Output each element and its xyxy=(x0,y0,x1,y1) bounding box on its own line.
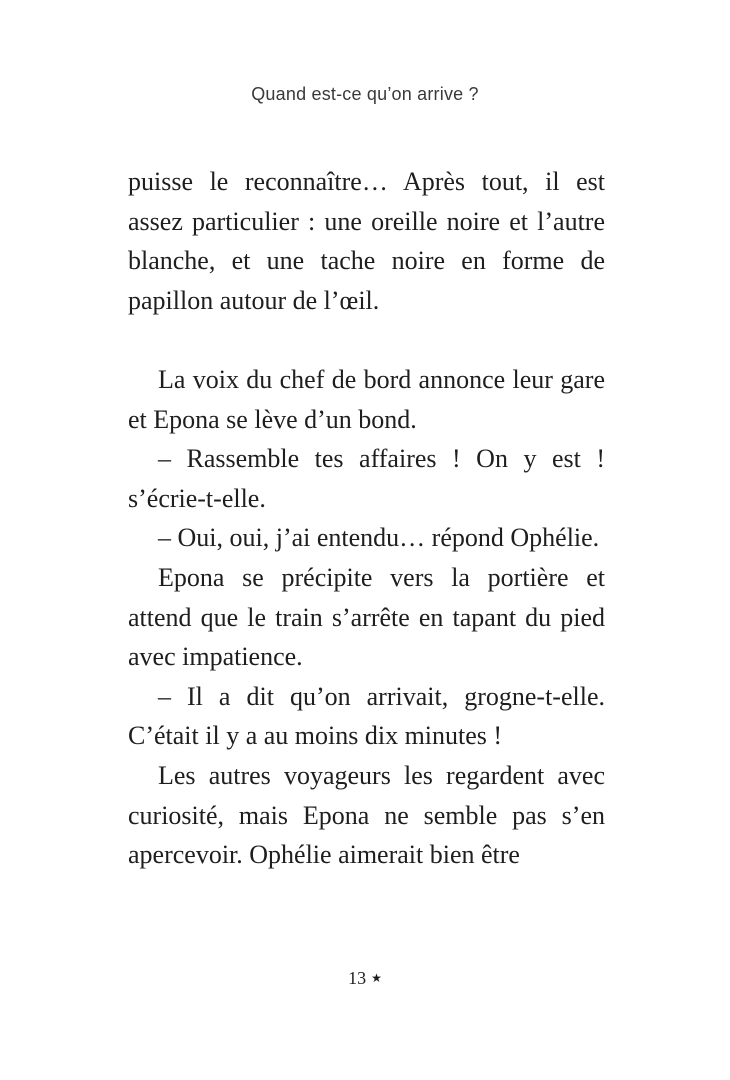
paragraph: Les autres voyageurs les regardent avec curiosité, mais Epona ne semble pas s’en apercevoir. Ophélie aimerait bien être xyxy=(128,760,605,870)
star-icon: ★ xyxy=(371,971,382,985)
dialogue-line: – Rassemble tes affaires ! On y est ! s’écrie-t-elle. xyxy=(128,444,605,513)
body-text xyxy=(128,162,605,875)
dialogue-line: – Oui, oui, j’ai entendu… répond Ophélie. xyxy=(158,523,600,553)
paragraph: Epona se précipite vers la portière et attend que le train s’arrête en tapant du pied avec impatience. xyxy=(128,562,605,672)
paragraph: La voix du chef de bord annonce leur gare et Epona se lève d’un bond. xyxy=(128,364,605,434)
dialogue-line: – Il a dit qu’on arrivait, grogne-t-elle. C’était il y a au moins dix minutes ! xyxy=(128,681,605,751)
paragraph: puisse le reconnaître… Après tout, il est assez particulier : une oreille noire et l’autre blanche, et une tache noire en forme de papillon autour de l’œil. xyxy=(128,167,605,315)
page-footer xyxy=(0,968,730,989)
running-head: Quand est-ce qu’on arrive ? xyxy=(251,84,479,104)
page-number: 13 xyxy=(348,968,367,988)
